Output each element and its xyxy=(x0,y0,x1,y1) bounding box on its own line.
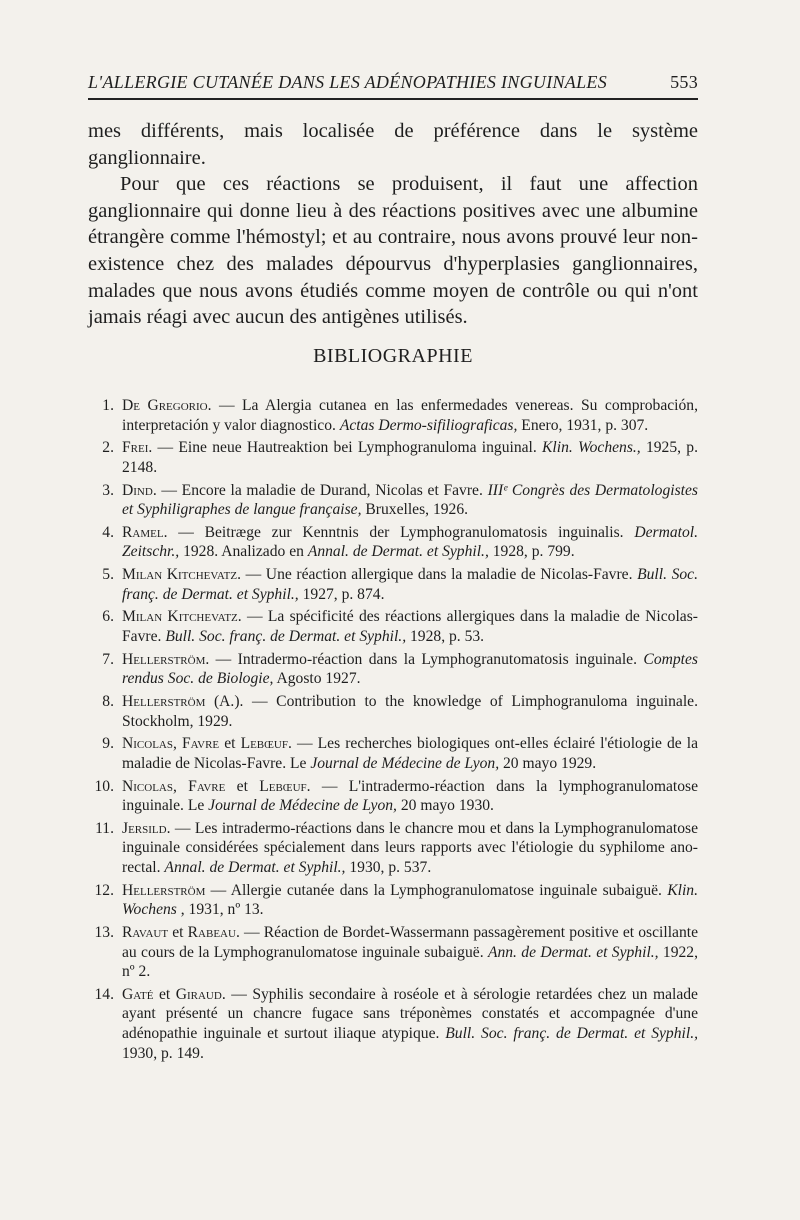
entry-text xyxy=(122,396,698,435)
entry-text-part: et xyxy=(153,985,176,1003)
entry-text xyxy=(122,523,698,562)
entry-author: Milan Kitchevatz xyxy=(122,608,238,626)
entry-number: 3. xyxy=(102,481,114,499)
entry-text xyxy=(122,923,698,982)
entry-author: Ravaut xyxy=(122,923,169,941)
entry-author: Dind xyxy=(122,481,153,499)
entry-source: Bull. Soc. franç. de Dermat. et Syphil., xyxy=(445,1025,698,1043)
entry-author: Nicolas, Favre xyxy=(122,735,220,753)
entry-source: Ann. de Dermat. et Syphil., xyxy=(487,943,659,961)
entry-text-part: . — Encore la maladie de Durand, Nicolas et Favre. xyxy=(152,481,488,499)
entry-number: 9. xyxy=(102,735,114,753)
entry-text-part: 20 mayo 1930. xyxy=(396,797,494,815)
entry-number: 7. xyxy=(102,650,114,668)
entry-text-part: 20 mayo 1929. xyxy=(499,754,597,772)
entry-author: Milan Kitchevatz xyxy=(122,566,238,584)
running-header xyxy=(88,72,698,93)
entry-text xyxy=(122,777,698,816)
paragraph: mes différents, mais localisée de préférence dans le système ganglionnaire. xyxy=(88,120,698,169)
entry-number: 4. xyxy=(102,523,114,541)
entry-author: Hellerström xyxy=(122,650,206,668)
entry-author: Jersild xyxy=(122,819,167,837)
bibliography-entry xyxy=(88,734,698,773)
entry-text-part: Enero, 1931, p. 307. xyxy=(517,416,649,434)
entry-source: Journal de Médecine de Lyon, xyxy=(310,754,500,772)
entry-source: Klin. Wochens., xyxy=(542,439,641,457)
entry-text-part: . — La spécificité des réactions allergiques dans la maladie de Nicolas-Favre. xyxy=(122,608,698,645)
entry-number: 13. xyxy=(94,923,114,941)
bibliography-list xyxy=(88,396,698,1066)
entry-text xyxy=(122,438,698,477)
entry-author: Nicolas, Favre xyxy=(122,777,226,795)
bibliography-entry xyxy=(88,923,698,982)
entry-text xyxy=(122,692,698,731)
entry-text xyxy=(122,481,698,520)
entry-author: Ramel xyxy=(122,523,164,541)
entry-text-part: 1928. Analizado en xyxy=(179,543,308,561)
entry-source: Klin. Wochens xyxy=(122,881,698,919)
paragraph: Pour que ces réactions se produisent, il faut une affection ganglionnaire qui donne lieu à des réactions positives avec une albumine étrangère comme l'hémostyl; et au contraire, nous avons prouvé leur non-existence chez des malades dépourvus d'hyperplasies ganglionnaires, malades que nous avons étudiés comme moyen de contrôle ou qui n'ont jamais réagi avec aucun des antigènes utilisés. xyxy=(88,173,698,329)
entry-text-part: 1928, p. 53. xyxy=(406,628,485,645)
body-text xyxy=(88,118,698,331)
entry-text-part: et xyxy=(219,735,241,753)
bibliography-entry xyxy=(88,819,698,878)
bibliography-entry xyxy=(88,396,698,435)
entry-author: Lebœuf xyxy=(240,735,288,753)
entry-text-part: . — Eine neue Hautreaktion bei Lymphogranuloma inguinal. xyxy=(148,439,543,457)
bibliography-entry xyxy=(88,881,698,920)
entry-text-part: . — Intradermo-réaction dans la Lymphogranutomatosis inguinale. xyxy=(205,650,644,668)
entry-text-part: et xyxy=(225,777,260,795)
entry-text-part: . — Les intradermo-réactions dans le chancre mou et dans la Lymphogranulomatose inguinale considérées spécialement dans leurs rapports avec l'étiologie du syphilome ano-rectal. xyxy=(122,819,698,876)
entry-text-part: 1925, p. 2148. xyxy=(122,439,698,476)
entry-author: Hellerström xyxy=(122,881,206,899)
entry-text-part: , 1931, nº 13. xyxy=(176,901,264,919)
bibliography-heading: BIBLIOGRAPHIE xyxy=(313,345,473,367)
bibliography-entry xyxy=(88,777,698,816)
header-rule xyxy=(88,98,698,100)
entry-source: Journal de Médecine de Lyon, xyxy=(208,797,397,815)
bibliography-entry xyxy=(88,650,698,689)
entry-number: 6. xyxy=(102,608,114,626)
bibliography-entry xyxy=(88,523,698,562)
entry-author: Giraud xyxy=(175,985,222,1003)
entry-text-part: . — La Alergia cutanea en las enfermedades venereas. Su comprobación, interpretación y valor diagnostico. xyxy=(122,397,698,434)
entry-author: Frei xyxy=(122,439,149,457)
entry-text-part: 1930, p. 537. xyxy=(345,859,432,876)
entry-number: 12. xyxy=(94,881,114,899)
entry-number: 1. xyxy=(102,397,114,414)
bibliography-entry xyxy=(88,481,698,520)
entry-text-part: 1922, nº 2. xyxy=(122,943,698,981)
entry-text-part: Agosto 1927. xyxy=(273,670,361,688)
entry-text-part: . — Syphilis secondaire à roséole et à sérologie retardées chez un malade ayant présenté un chancre fugace sans tréponèmes constatés et accompagnée d'une adénopathie inguinale et surtout iliaque atypique. xyxy=(122,985,698,1043)
entry-text-part: . — Une réaction allergique dans la maladie de Nicolas-Favre. xyxy=(237,566,638,584)
entry-text xyxy=(122,985,698,1063)
bibliography-entry xyxy=(88,438,698,477)
entry-text-part: . — Beitræge zur Kenntnis der Lymphogranulomatosis inguinalis. xyxy=(163,523,635,541)
entry-author: De Gregorio xyxy=(122,397,208,414)
entry-source: Annal. de Dermat. et Syphil., xyxy=(164,859,346,876)
entry-text-part: et xyxy=(168,923,188,941)
entry-author: Hellerström xyxy=(122,692,206,710)
entry-text-part: Bruxelles, 1926. xyxy=(361,501,469,519)
bibliography-entry xyxy=(88,985,698,1063)
entry-number: 14. xyxy=(94,985,114,1003)
entry-text-part: 1927, p. 874. xyxy=(298,585,385,603)
entry-number: 8. xyxy=(102,692,114,710)
entry-source: Bull. Soc. franç. de Dermat. et Syphil., xyxy=(165,628,407,645)
entry-text xyxy=(122,650,698,689)
entry-author: Gaté xyxy=(122,985,154,1003)
running-title: L'ALLERGIE CUTANÉE DANS LES ADÉNOPATHIES INGUINALES xyxy=(88,72,608,92)
entry-number: 11. xyxy=(95,819,114,837)
entry-source: Actas Dermo-sifiliograficas, xyxy=(339,416,518,434)
bibliography-entry xyxy=(88,607,698,646)
entry-text xyxy=(122,881,698,920)
entry-source: Dermatol. Zeitschr., xyxy=(122,523,698,561)
entry-text-part: . — Réaction de Bordet-Wassermann passagèrement positive et oscillante au cours de la Lymphogranulomatose inguinale subaiguë. xyxy=(122,923,698,961)
entry-author: Rabeau xyxy=(187,923,236,941)
entry-text-part: (A.). — Contribution to the knowledge of Limphogranuloma inguinale. Stockholm, 1929. xyxy=(122,692,698,730)
entry-text xyxy=(122,734,698,773)
bibliography-entry xyxy=(88,692,698,731)
entry-text-part: 1930, p. 149. xyxy=(122,1044,204,1062)
entry-text xyxy=(122,819,698,878)
entry-text-part: . — Les recherches biologiques ont-elles éclairé l'étiologie de la maladie de Nicolas-Favre. Le xyxy=(122,735,698,772)
entry-author: Lebœuf xyxy=(259,777,307,795)
entry-text xyxy=(122,565,698,604)
entry-text-part: 1928, p. 799. xyxy=(488,543,575,561)
entry-text-part: . — L'intradermo-réaction dans la lymphogranulomatose inguinale. Le xyxy=(122,777,698,815)
entry-source: Annal. de Dermat. et Syphil., xyxy=(307,543,489,561)
entry-text xyxy=(122,607,698,646)
entry-number: 2. xyxy=(102,439,114,457)
page-number: 553 xyxy=(670,72,698,92)
entry-number: 5. xyxy=(102,566,114,584)
entry-source: Comptes rendus Soc. de Biologie, xyxy=(122,650,698,688)
entry-number: 10. xyxy=(94,777,114,795)
entry-source: IIIᵉ Congrès des Dermatologistes et Syphiligraphes de langue française, xyxy=(122,481,698,519)
bibliography-entry xyxy=(88,565,698,604)
entry-source: Bull. Soc. franç. de Dermat. et Syphil., xyxy=(122,566,699,603)
entry-text-part: — Allergie cutanée dans la Lymphogranulomatose inguinale subaiguë. xyxy=(205,881,668,899)
